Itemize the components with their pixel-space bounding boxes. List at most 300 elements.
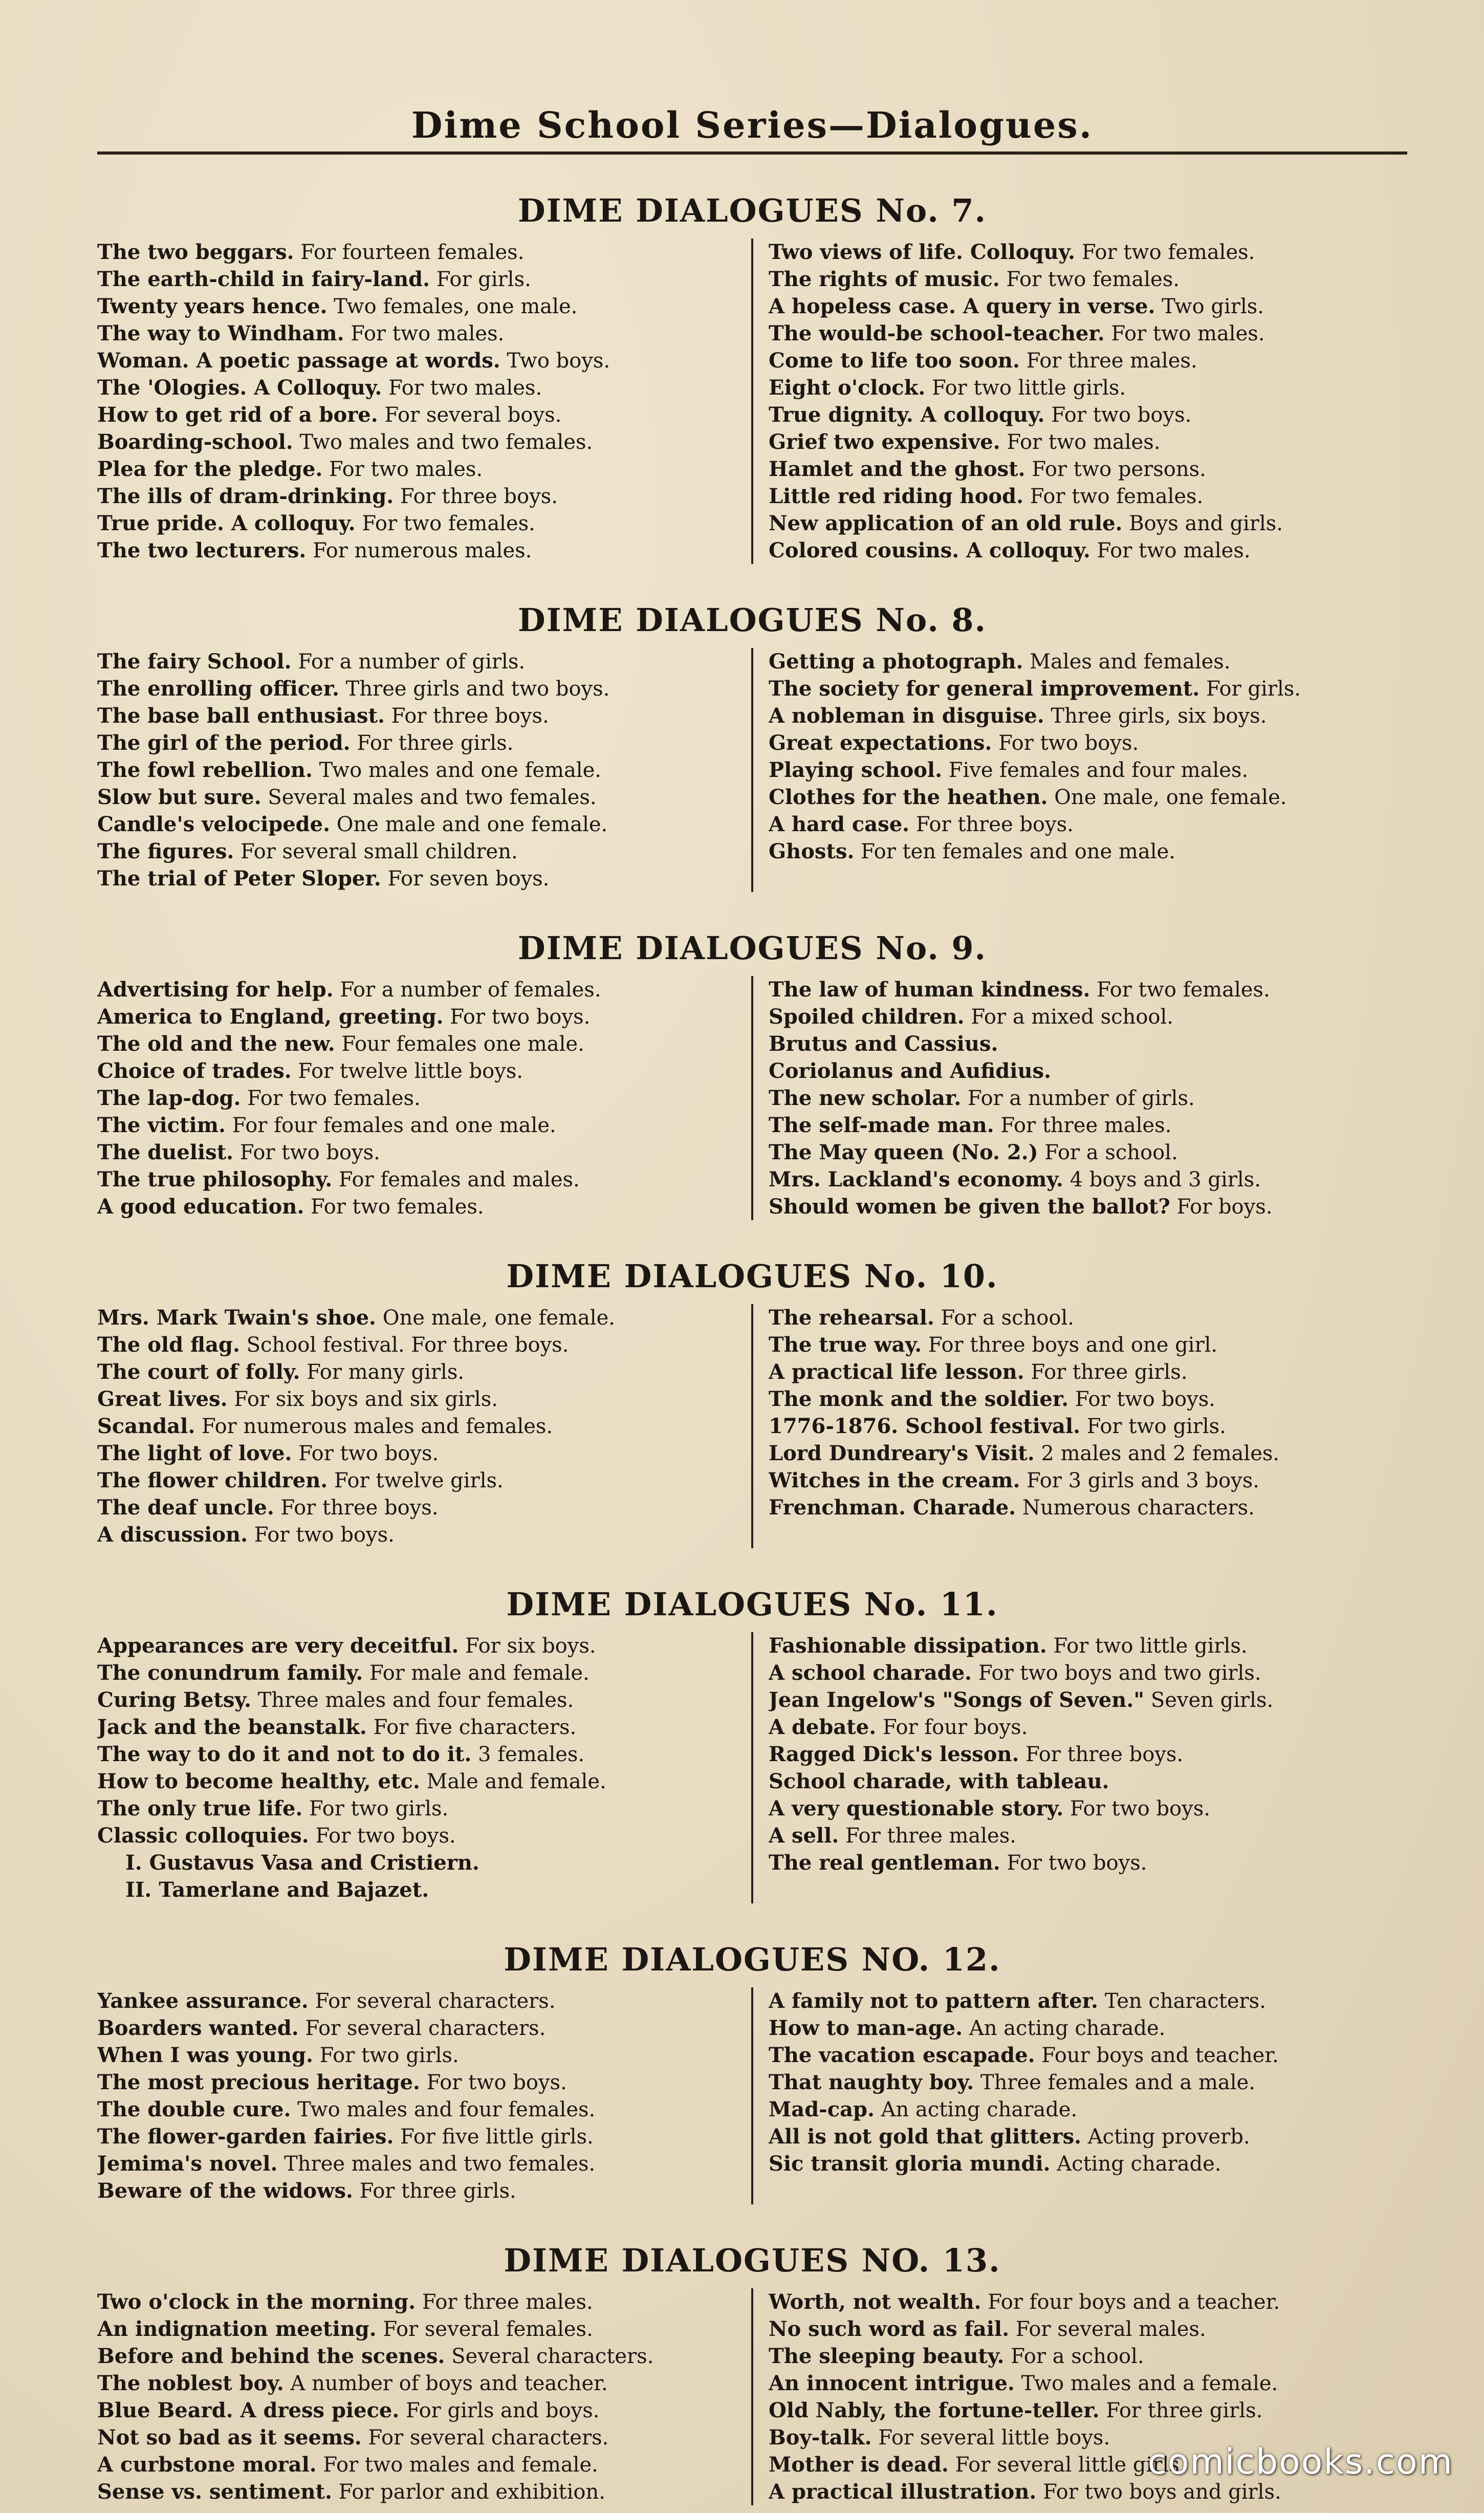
- dialogue-entry: [769, 428, 1407, 456]
- entry-title: The flower-garden fairies.: [97, 2125, 394, 2149]
- dialogue-entry: [769, 729, 1407, 756]
- dialogue-entry: [97, 729, 736, 756]
- entry-cast: For a number of girls.: [298, 650, 526, 674]
- entry-cast: For two females.: [311, 1195, 484, 1219]
- section-title: DIME DIALOGUES No. 11.: [506, 1586, 998, 1623]
- entry-title: I. Gustavus Vasa and Cristiern.: [125, 1851, 479, 1875]
- entry-title: Coriolanus and Aufidius.: [769, 1059, 1051, 1083]
- dialogue-entry: [769, 2123, 1407, 2150]
- entry-cast: For three boys and one girl.: [928, 1333, 1218, 1357]
- entry-cast: For several females.: [383, 2317, 593, 2341]
- dialogue-entry: [97, 1632, 736, 1659]
- entry-cast: Two males and four females.: [297, 2098, 596, 2121]
- left-column: [97, 648, 751, 892]
- entry-title: Sense vs. sentiment.: [97, 2480, 332, 2504]
- dialogue-entry: [769, 838, 1407, 865]
- entry-cast: One male, one female.: [382, 1306, 615, 1330]
- entry-cast: For females and males.: [338, 1168, 580, 1191]
- dialogue-entry: [97, 2370, 736, 2397]
- entry-title: Worth, not wealth.: [769, 2290, 981, 2314]
- entry-cast: For numerous males.: [313, 539, 532, 562]
- dialogue-entry: [769, 1166, 1407, 1193]
- entry-title: A hopeless case. A query in verse.: [769, 294, 1155, 318]
- entry-cast: For two girls.: [319, 2044, 459, 2067]
- entry-title: Come to life too soon.: [769, 349, 1020, 373]
- entry-title: Eight o'clock.: [769, 376, 926, 400]
- entry-cast: For three boys.: [400, 485, 558, 508]
- entry-cast: For a mixed school.: [971, 1005, 1174, 1029]
- dialogue-entry: [97, 1193, 736, 1220]
- entry-title: Jean Ingelow's "Songs of Seven.": [769, 1688, 1145, 1712]
- entry-title: A discussion.: [97, 1523, 248, 1547]
- left-column: [97, 1304, 751, 1548]
- dialogue-entry: [97, 1849, 736, 1876]
- entry-title: Not so bad as it seems.: [97, 2425, 362, 2450]
- section-title: DIME DIALOGUES No. 9.: [517, 929, 987, 967]
- dialogue-entry: [97, 2014, 736, 2042]
- dialogue-entry: [769, 1822, 1407, 1849]
- entry-title: A curbstone moral.: [97, 2453, 317, 2477]
- entry-title: The duelist.: [97, 1140, 234, 1164]
- entry-title: America to England, greeting.: [97, 1005, 444, 1029]
- entry-cast: For three girls.: [1106, 2399, 1263, 2422]
- entry-title: Mad-cap.: [769, 2097, 875, 2121]
- entry-title: Colored cousins. A colloquy.: [769, 538, 1090, 562]
- entry-cast: For two males.: [329, 458, 483, 481]
- entry-title: The law of human kindness.: [769, 978, 1090, 1002]
- entry-title: How to man-age.: [769, 2016, 963, 2040]
- dialogue-section: [97, 928, 1407, 1220]
- dialogue-entry: [769, 1768, 1407, 1795]
- entry-title: The court of folly.: [97, 1360, 300, 1384]
- dialogue-entry: [769, 2150, 1407, 2177]
- dialogue-entry: [97, 865, 736, 892]
- entry-cast: For girls and boys.: [406, 2399, 600, 2422]
- dialogue-entry: [769, 1795, 1407, 1822]
- entry-title: A hard case.: [769, 812, 910, 836]
- entry-title: The girl of the period.: [97, 731, 351, 755]
- dialogue-entry: [769, 1193, 1407, 1220]
- entry-cast: For two boys.: [1051, 403, 1192, 427]
- entry-cast: For two girls.: [309, 1797, 449, 1821]
- entry-cast: School festival. For three boys.: [246, 1333, 569, 1357]
- dialogue-entry: [97, 1166, 736, 1193]
- dialogue-entry: [97, 1714, 736, 1741]
- entry-title: Scandal.: [97, 1414, 195, 1438]
- entry-title: Before and behind the scenes.: [97, 2344, 445, 2368]
- entry-cast: For several little boys.: [878, 2426, 1110, 2450]
- dialogue-entry: [97, 401, 736, 428]
- dialogue-entry: [769, 1304, 1407, 1331]
- dialogue-entry: [97, 1030, 736, 1057]
- entry-title: A family not to pattern after.: [769, 1989, 1098, 2013]
- entry-title: Slow but sure.: [97, 785, 261, 809]
- dialogue-entry: [769, 1741, 1407, 1768]
- entry-cast: For a number of females.: [340, 978, 601, 1002]
- dialogue-section: [97, 1584, 1407, 1903]
- dialogue-entry: [97, 1358, 736, 1385]
- dialogue-entry: [769, 702, 1407, 729]
- entry-cast: For seven boys.: [387, 867, 550, 891]
- entry-title: The new scholar.: [769, 1086, 962, 1110]
- entry-title: The May queen (No. 2.): [769, 1140, 1038, 1164]
- entry-title: Twenty years hence.: [97, 294, 328, 318]
- entry-cast: 2 males and 2 females.: [1041, 1442, 1280, 1465]
- entry-title: Woman. A poetic passage at words.: [97, 349, 500, 373]
- entry-title: Sic transit gloria mundi.: [769, 2152, 1051, 2176]
- entry-title: Lord Dundreary's Visit.: [769, 1441, 1035, 1465]
- dialogue-entry: [97, 2096, 736, 2123]
- dialogue-section: [97, 1256, 1407, 1548]
- entry-title: Mrs. Mark Twain's shoe.: [97, 1306, 376, 1330]
- dialogue-entry: [769, 483, 1407, 510]
- entry-title: The two lecturers.: [97, 538, 307, 562]
- dialogue-entry: [97, 784, 736, 811]
- entry-title: How to become healthy, etc.: [97, 1769, 420, 1793]
- entry-title: The society for general improvement.: [769, 677, 1200, 701]
- entry-cast: Two girls.: [1162, 295, 1264, 318]
- entry-cast: For three males.: [845, 1824, 1016, 1848]
- dialogue-entry: [769, 1112, 1407, 1139]
- entry-cast: For two boys.: [1007, 1851, 1147, 1875]
- dialogue-entry: [97, 2343, 736, 2370]
- entry-cast: For three girls.: [359, 2179, 516, 2203]
- entry-cast: Two males and a female.: [1021, 2372, 1278, 2395]
- dialogue-entry: [769, 1686, 1407, 1714]
- entry-cast: For numerous males and females.: [201, 1415, 553, 1438]
- entry-cast: A number of boys and teacher.: [290, 2372, 608, 2395]
- dialogue-entry: [97, 648, 736, 675]
- entry-cast: Several males and two females.: [268, 786, 597, 809]
- entry-cast: For two boys.: [1075, 1388, 1215, 1411]
- entry-cast: For two males.: [1097, 539, 1251, 562]
- entry-title: The most precious heritage.: [97, 2070, 420, 2094]
- entry-cast: For two females.: [1030, 485, 1204, 508]
- entry-cast: For a school.: [941, 1306, 1074, 1330]
- entry-title: The real gentleman.: [769, 1851, 1000, 1875]
- dialogue-entry: [97, 1494, 736, 1521]
- entry-title: Clothes for the heathen.: [769, 785, 1048, 809]
- entry-title: Choice of trades.: [97, 1059, 292, 1083]
- dialogue-entry: [769, 537, 1407, 564]
- left-column: [97, 976, 751, 1220]
- entry-cast: For three boys.: [1025, 1743, 1184, 1766]
- entry-title: The only true life.: [97, 1796, 303, 1821]
- entry-title: Great expectations.: [769, 731, 992, 755]
- entry-title: Yankee assurance.: [97, 1989, 309, 2013]
- dialogue-entry: [769, 1987, 1407, 2014]
- section-title: DIME DIALOGUES NO. 12.: [504, 1941, 1001, 1978]
- entry-title: The self-made man.: [769, 1113, 994, 1137]
- entry-title: An indignation meeting.: [97, 2317, 377, 2341]
- dialogue-entry: [769, 1358, 1407, 1385]
- entry-cast: Three females and a male.: [980, 2071, 1255, 2094]
- dialogue-entry: [769, 2096, 1407, 2123]
- entry-title: A debate.: [769, 1715, 877, 1739]
- entry-title: Mrs. Lackland's economy.: [769, 1167, 1063, 1191]
- dialogue-entry: [97, 266, 736, 293]
- entry-cast: For five little girls.: [400, 2125, 594, 2149]
- entry-title: The rights of music.: [769, 267, 1000, 291]
- right-column: [751, 976, 1407, 1220]
- entry-title: How to get rid of a bore.: [97, 403, 378, 427]
- dialogue-entry: [97, 293, 736, 320]
- entry-cast: For two males.: [1111, 322, 1265, 345]
- dialogue-entry: [97, 2315, 736, 2343]
- left-column: [97, 1987, 751, 2204]
- entry-title: The old and the new.: [97, 1032, 335, 1056]
- entry-title: Grief two expensive.: [769, 430, 1000, 454]
- dialogue-entry: [97, 1741, 736, 1768]
- entry-title: True dignity. A colloquy.: [769, 403, 1045, 427]
- entry-cast: 4 boys and 3 girls.: [1070, 1168, 1261, 1191]
- section-columns: [97, 648, 1407, 892]
- entry-cast: For male and female.: [369, 1661, 590, 1685]
- entry-title: Beware of the widows.: [97, 2179, 353, 2203]
- entry-cast: For two boys.: [426, 2071, 567, 2094]
- entry-title: The fowl rebellion.: [97, 758, 313, 782]
- dialogue-entry: [769, 1467, 1407, 1494]
- entry-cast: 3 females.: [478, 1743, 585, 1766]
- dialogue-entry: [97, 537, 736, 564]
- dialogue-entry: [97, 1331, 736, 1358]
- entry-cast: For two boys.: [998, 731, 1139, 755]
- entry-title: The fairy School.: [97, 649, 292, 674]
- dialogue-entry: [769, 1440, 1407, 1467]
- dialogue-entry: [97, 483, 736, 510]
- entry-title: New application of an old rule.: [769, 511, 1123, 535]
- entry-cast: Three girls, six boys.: [1051, 704, 1267, 728]
- dialogue-section: [97, 600, 1407, 892]
- entry-cast: For several small children.: [241, 840, 518, 863]
- entry-cast: One male, one female.: [1054, 786, 1287, 809]
- dialogue-entry: [769, 1632, 1407, 1659]
- entry-cast: For a number of girls.: [967, 1087, 1195, 1110]
- entry-title: The would-be school-teacher.: [769, 321, 1105, 345]
- dialogue-section: [97, 1939, 1407, 2204]
- dialogue-entry: [769, 293, 1407, 320]
- section-title: DIME DIALOGUES NO. 13.: [504, 2242, 1001, 2279]
- entry-cast: Three males and two females.: [284, 2152, 596, 2176]
- entry-cast: Males and females.: [1030, 650, 1231, 674]
- entry-title: A very questionable story.: [769, 1796, 1064, 1821]
- entry-title: 1776-1876. School festival.: [769, 1414, 1081, 1438]
- entry-title: The earth-child in fairy-land.: [97, 267, 430, 291]
- dialogue-entry: [97, 374, 736, 401]
- dialogue-entry: [97, 1440, 736, 1467]
- entry-title: The true way.: [769, 1333, 922, 1357]
- entry-cast: Boys and girls.: [1129, 512, 1283, 535]
- entry-title: When I was young.: [97, 2043, 313, 2067]
- entry-title: All is not gold that glitters.: [769, 2125, 1082, 2149]
- dialogue-entry: [769, 1085, 1407, 1112]
- entry-title: The sleeping beauty.: [769, 2344, 1005, 2368]
- dialogue-entry: [769, 1413, 1407, 1440]
- dialogue-entry: [97, 2397, 736, 2424]
- dialogue-entry: [97, 1795, 736, 1822]
- dialogue-entry: [769, 784, 1407, 811]
- entry-title: Jack and the beanstalk.: [97, 1715, 367, 1739]
- entry-cast: For five characters.: [373, 1716, 577, 1739]
- entry-cast: Male and female.: [426, 1770, 606, 1793]
- dialogue-entry: [769, 2069, 1407, 2096]
- dialogue-entry: [769, 510, 1407, 537]
- dialogue-entry: [97, 347, 736, 374]
- entry-title: The base ball enthusiast.: [97, 704, 385, 728]
- entry-title: A nobleman in disguise.: [769, 704, 1044, 728]
- entry-title: Frenchman. Charade.: [769, 1496, 1016, 1520]
- entry-cast: Two females, one male.: [334, 295, 578, 318]
- entry-cast: For two males.: [1007, 430, 1161, 454]
- entry-cast: For boys.: [1176, 1195, 1273, 1219]
- entry-title: Mother is dead.: [769, 2453, 949, 2477]
- entry-title: Appearances are very deceitful.: [97, 1634, 459, 1658]
- entry-cast: For two boys.: [315, 1824, 456, 1848]
- dialogue-entry: [97, 428, 736, 456]
- entry-cast: Three girls and two boys.: [345, 677, 610, 701]
- entry-title: The figures.: [97, 839, 234, 863]
- entry-cast: For several boys.: [384, 403, 562, 427]
- entry-title: Fashionable dissipation.: [769, 1634, 1047, 1658]
- entry-title: A sell.: [769, 1824, 839, 1848]
- entry-cast: Numerous characters.: [1022, 1496, 1255, 1520]
- entry-cast: Seven girls.: [1150, 1688, 1274, 1712]
- entry-cast: For several characters.: [368, 2426, 609, 2450]
- entry-cast: For a school.: [1011, 2345, 1144, 2368]
- entry-cast: For two males and female.: [323, 2453, 598, 2477]
- entry-title: True pride. A colloquy.: [97, 511, 356, 535]
- dialogue-entry: [97, 1987, 736, 2014]
- entry-title: The noblest boy.: [97, 2371, 284, 2395]
- dialogue-entry: [97, 675, 736, 702]
- entry-cast: For several males.: [1015, 2317, 1206, 2341]
- dialogue-entry: [769, 2042, 1407, 2069]
- dialogue-entry: [769, 1331, 1407, 1358]
- dialogue-entry: [97, 2123, 736, 2150]
- entry-cast: For two girls.: [1086, 1415, 1226, 1438]
- dialogue-entry: [769, 2014, 1407, 2042]
- entry-title: Boy-talk.: [769, 2425, 872, 2450]
- entry-cast: For three males.: [1026, 349, 1197, 373]
- entry-title: Witches in the cream.: [769, 1468, 1020, 1492]
- entry-cast: For four boys and a teacher.: [988, 2290, 1280, 2314]
- entry-cast: For three boys.: [391, 704, 549, 728]
- entry-title: The double cure.: [97, 2097, 291, 2121]
- section-title: DIME DIALOGUES No. 8.: [517, 601, 987, 639]
- dialogue-entry: [97, 1003, 736, 1030]
- entry-cast: For fourteen females.: [300, 241, 525, 264]
- entry-cast: For six boys and six girls.: [234, 1388, 498, 1411]
- sections-container: [97, 190, 1407, 2505]
- entry-cast: For two boys and girls.: [1043, 2480, 1281, 2504]
- entry-title: Playing school.: [769, 758, 943, 782]
- right-column: [751, 648, 1407, 892]
- left-column: [97, 1632, 751, 1903]
- dialogue-section: [97, 190, 1407, 564]
- dialogue-entry: [97, 2069, 736, 2096]
- entry-title: Brutus and Cassius.: [769, 1032, 998, 1056]
- entry-title: No such word as fail.: [769, 2317, 1010, 2341]
- entry-title: The two beggars.: [97, 240, 294, 264]
- entry-cast: For three girls.: [357, 731, 514, 755]
- dialogue-entry: [769, 374, 1407, 401]
- dialogue-entry: [769, 1494, 1407, 1521]
- dialogue-entry: [769, 2315, 1407, 2343]
- running-head: Dime School Series—Dialogues.: [411, 104, 1094, 146]
- dialogue-entry: [769, 2343, 1407, 2370]
- entry-title: Boarding-school.: [97, 430, 293, 454]
- dialogue-entry: [769, 2288, 1407, 2315]
- dialogue-entry: [97, 811, 736, 838]
- dialogue-entry: [769, 1139, 1407, 1166]
- entry-title: II. Tamerlane and Bajazet.: [125, 1878, 429, 1902]
- dialogue-entry: [769, 675, 1407, 702]
- entry-title: The conundrum family.: [97, 1661, 363, 1685]
- entry-title: An innocent intrigue.: [769, 2371, 1015, 2395]
- section-columns: [97, 976, 1407, 1220]
- entry-cast: For two boys.: [450, 1005, 591, 1029]
- entry-title: Boarders wanted.: [97, 2016, 299, 2040]
- dialogue-entry: [97, 1876, 736, 1903]
- entry-cast: Four females one male.: [341, 1032, 584, 1056]
- dialogue-entry: [769, 456, 1407, 483]
- entry-cast: For parlor and exhibition.: [338, 2480, 605, 2504]
- right-column: [751, 1987, 1407, 2204]
- dialogue-entry: [769, 1659, 1407, 1686]
- entry-cast: For girls.: [1206, 677, 1301, 701]
- entry-cast: For three girls.: [1031, 1360, 1188, 1384]
- entry-cast: For two boys.: [298, 1442, 439, 1465]
- dialogue-entry: [97, 2177, 736, 2204]
- entry-cast: For several little girls.: [955, 2453, 1186, 2477]
- entry-title: The way to do it and not to do it.: [97, 1742, 472, 1766]
- entry-cast: Acting proverb.: [1087, 2125, 1250, 2149]
- entry-cast: For three males.: [422, 2290, 593, 2314]
- dialogue-entry: [97, 1112, 736, 1139]
- dialogue-entry: [769, 401, 1407, 428]
- dialogue-entry: [769, 2370, 1407, 2397]
- entry-title: The lap-dog.: [97, 1086, 241, 1110]
- dialogue-entry: [97, 1822, 736, 1849]
- entry-cast: Several characters.: [451, 2345, 654, 2368]
- dialogue-entry: [769, 1057, 1407, 1085]
- entry-cast: Ten characters.: [1104, 1989, 1266, 2013]
- dialogue-entry: [769, 266, 1407, 293]
- entry-title: The deaf uncle.: [97, 1496, 274, 1520]
- entry-title: That naughty boy.: [769, 2070, 974, 2094]
- dialogue-entry: [769, 1030, 1407, 1057]
- entry-cast: For two boys and two girls.: [978, 1661, 1261, 1685]
- entry-cast: An acting charade.: [969, 2017, 1166, 2040]
- entry-cast: For two females.: [247, 1087, 421, 1110]
- dialogue-entry: [97, 510, 736, 537]
- entry-title: Advertising for help.: [97, 978, 334, 1002]
- entry-title: Curing Betsy.: [97, 1688, 251, 1712]
- dialogue-entry: [97, 2288, 736, 2315]
- entry-cast: For several characters.: [315, 1989, 556, 2013]
- dialogue-entry: [97, 1085, 736, 1112]
- entry-title: The victim.: [97, 1113, 226, 1137]
- entry-cast: For ten females and one male.: [861, 840, 1175, 863]
- dialogue-entry: [769, 1003, 1407, 1030]
- entry-cast: For three boys.: [915, 813, 1074, 836]
- entry-cast: For two females.: [362, 512, 535, 535]
- dialogue-entry: [97, 838, 736, 865]
- section-title: DIME DIALOGUES No. 7.: [517, 192, 987, 229]
- entry-cast: For two boys.: [239, 1141, 380, 1164]
- entry-title: The trial of Peter Sloper.: [97, 866, 381, 891]
- entry-cast: For three boys.: [280, 1496, 439, 1520]
